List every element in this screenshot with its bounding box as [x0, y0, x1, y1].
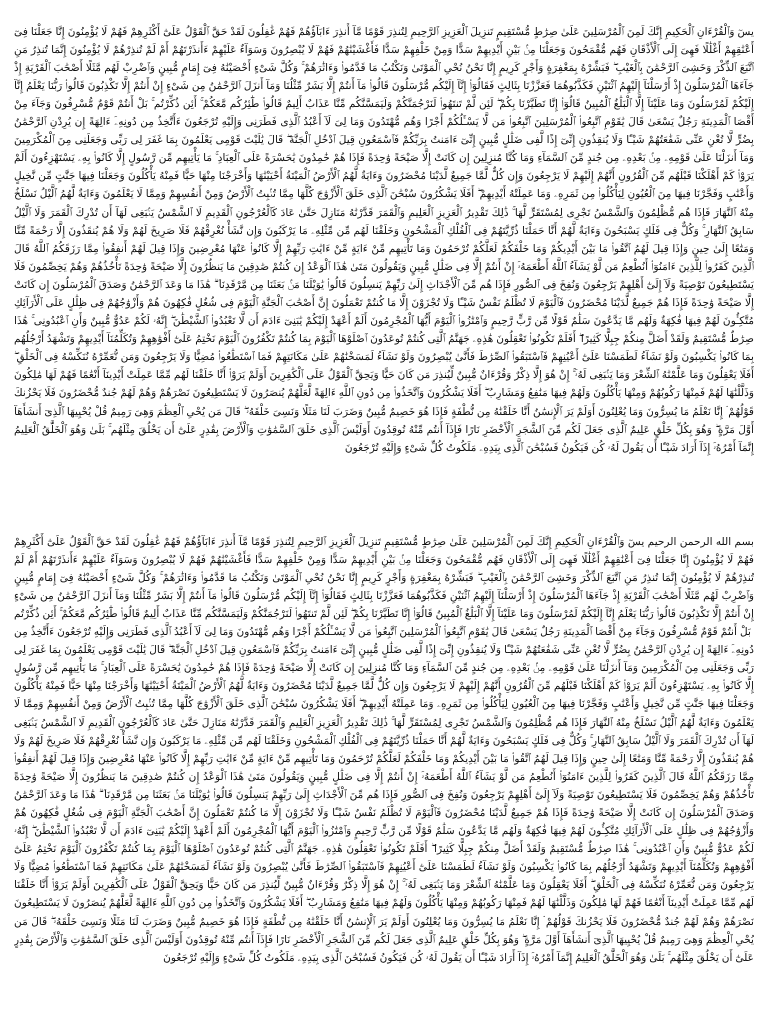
text-paragraph-1: يسٓ وَٱلْقُرْءَانِ ٱلْحَكِيمِ إِنَّكَ لَمِنَ ٱلْمُرْسَلِينَ عَلَىٰ صِرَٰطٍ مُّسْتَقِيمٍ تَنزِيلَ ٱلْعَزِيزِ ٱلرَّحِيمِ لِتُنذِرَ قَوْمًا مَّآ أُنذِرَ ءَابَآؤُهُمْ فَهُمْ غَٰفِلُونَ لَقَدْ حَقَّ ٱلْقَوْلُ عَلَىٰٓ أَكْثَرِهِمْ فَهُمْ لَا يُؤْمِنُونَ إِنَّا جَعَلْنَا فِىٓ أَعْنَٰقِهِمْ أَغْلَٰلًا فَهِىَ إِلَى ٱلْأَذْقَانِ فَهُم مُّقْمَحُونَ وَجَعَلْنَا مِنۢ بَيْنِ أَيْدِيهِمْ سَدًّا وَمِنْ خَلْفِهِمْ سَدًّا فَأَغْشَيْنَٰهُمْ فَهُمْ لَا يُبْصِرُونَ وَسَوَآءٌ عَلَيْهِمْ ءَأَنذَرْتَهُمْ أَمْ لَمْ تُنذِرْهُمْ لَا يُؤْمِنُونَ إِنَّمَا تُنذِرُ مَنِ ٱتَّبَعَ ٱلذِّكْرَ وَخَشِىَ ٱلرَّحْمَٰنَ بِٱلْغَيْبِ ۖ فَبَشِّرْهُ بِمَغْفِرَةٍ وَأَجْرٍ كَرِيمٍ إِنَّا نَحْنُ نُحْىِ ٱلْمَوْتَىٰ وَنَكْتُبُ مَا قَدَّمُوا۟ وَءَاثَٰرَهُمْ ۚ وَكُلَّ شَىْءٍ أَحْصَيْنَٰهُ فِىٓ إِمَامٍ مُّبِينٍ وَٱضْرِبْ لَهُم مَّثَلًا أَصْحَٰبَ ٱلْقَرْيَةِ إِذْ جَآءَهَا ٱلْمُرْسَلُونَ إِذْ أَرْسَلْنَآ إِلَيْهِمُ ٱثْنَيْنِ فَكَذَّبُوهُمَا فَعَزَّزْنَا بِثَالِثٍ فَقَالُوٓا۟ إِنَّآ إِلَيْكُم مُّرْسَلُونَ قَالُوا۟ مَآ أَنتُمْ إِلَّا بَشَرٌ مِّثْلُنَا وَمَآ أَنزَلَ ٱلرَّحْمَٰنُ مِن شَىْءٍ إِنْ أَنتُمْ إِلَّا تَكْذِبُونَ قَالُوا۟ رَبُّنَا يَعْلَمُ إِنَّآ إِلَيْكُمْ لَمُرْسَلُونَ وَمَا عَلَيْنَآ إِلَّا ٱلْبَلَٰغُ ٱلْمُبِينُ قَالُوٓا۟ إِنَّا تَطَيَّرْنَا بِكُمْ ۖ لَئِن لَّمْ تَنتَهُوا۟ لَنَرْجُمَنَّكُمْ وَلَيَمَسَّنَّكُم مِّنَّا عَذَابٌ أَلِيمٌ قَالُوا۟ طَٰٓئِرُكُم مَّعَكُمْ ۚ أَئِن ذُكِّرْتُم ۚ بَلْ أَنتُمْ قَوْمٌ مُّسْرِفُونَ وَجَآءَ مِنْ أَقْصَا ٱلْمَدِينَةِ رَجُلٌ يَسْعَىٰ قَالَ يَٰقَوْمِ ٱتَّبِعُوا۟ ٱلْمُرْسَلِينَ ٱتَّبِعُوا۟ مَن لَّا يَسْـَٔلُكُمْ أَجْرًا وَهُم مُّهْتَدُونَ وَمَا لِىَ لَآ أَعْبُدُ ٱلَّذِى فَطَرَنِى وَإِلَيْهِ تُرْجَعُونَ ءَأَتَّخِذُ مِن دُونِهِۦٓ ءَالِهَةً إِن يُرِدْنِ ٱلرَّحْمَٰنُ بِضُرٍّ لَّا تُغْنِ عَنِّى شَفَٰعَتُهُمْ شَيْـًٔا وَلَا يُنقِذُونِ إِنِّىٓ إِذًا لَّفِى ضَلَٰلٍ مُّبِينٍ إِنِّىٓ ءَامَنتُ بِرَبِّكُمْ فَٱسْمَعُونِ قِيلَ ٱدْخُلِ ٱلْجَنَّةَ ۖ قَالَ يَٰلَيْتَ قَوْمِى يَعْلَمُونَ بِمَا غَفَرَ لِى رَبِّى وَجَعَلَنِى مِنَ ٱلْمُكْرَمِينَ وَمَآ أَنزَلْنَا عَلَىٰ قَوْمِهِۦ مِنۢ بَعْدِهِۦ مِن جُندٍ مِّنَ ٱلسَّمَآءِ وَمَا كُنَّا مُنزِلِينَ إِن كَانَتْ إِلَّا صَيْحَةً وَٰحِدَةً فَإِذَا هُمْ خَٰمِدُونَ يَٰحَسْرَةً عَلَى ٱلْعِبَادِ ۚ مَا يَأْتِيهِم مِّن رَّسُولٍ إِلَّا كَانُوا۟ بِهِۦ يَسْتَهْزِءُونَ أَلَمْ يَرَوْا۟ كَمْ أَهْلَكْنَا قَبْلَهُم مِّنَ ٱلْقُرُونِ أَنَّهُمْ إِلَيْهِمْ لَا يَرْجِعُونَ وَإِن كُلٌّ لَّمَّا جَمِيعٌ لَّدَيْنَا مُحْضَرُونَ وَءَايَةٌ لَّهُمُ ٱلْأَرْضُ ٱلْمَيْتَةُ أَحْيَيْنَٰهَا وَأَخْرَجْنَا مِنْهَا حَبًّا فَمِنْهُ يَأْكُلُونَ وَجَعَلْنَا فِيهَا جَنَّٰتٍ مِّن نَّخِيلٍ وَأَعْنَٰبٍ وَفَجَّرْنَا فِيهَا مِنَ ٱلْعُيُونِ لِيَأْكُلُوا۟ مِن ثَمَرِهِۦ وَمَا عَمِلَتْهُ أَيْدِيهِمْ ۖ أَفَلَا يَشْكُرُونَ سُبْحَٰنَ ٱلَّذِى خَلَقَ ٱلْأَزْوَٰجَ كُلَّهَا مِمَّا تُنۢبِتُ ٱلْأَرْضُ وَمِنْ أَنفُسِهِمْ وَمِمَّا لَا يَعْلَمُونَ وَءَايَةٌ لَّهُمُ ٱلَّيْلُ نَسْلَخُ مِنْهُ ٱلنَّهَارَ فَإِذَا هُم مُّظْلِمُونَ وَٱلشَّمْسُ تَجْرِى لِمُسْتَقَرٍّ لَّهَا ۚ ذَٰلِكَ تَقْدِيرُ ٱلْعَزِيزِ ٱلْعَلِيمِ وَٱلْقَمَرَ قَدَّرْنَٰهُ مَنَازِلَ حَتَّىٰ عَادَ كَٱلْعُرْجُونِ ٱلْقَدِيمِ لَا ٱلشَّمْسُ يَنۢبَغِى لَهَآ أَن تُدْرِكَ ٱلْقَمَرَ وَلَا ٱلَّيْلُ سَابِقُ ٱلنَّهَارِ ۚ وَكُلٌّ فِى فَلَكٍ يَسْبَحُونَ وَءَايَةٌ لَّهُمْ أَنَّا حَمَلْنَا ذُرِّيَّتَهُمْ فِى ٱلْفُلْكِ ٱلْمَشْحُونِ وَخَلَقْنَا لَهُم مِّن مِّثْلِهِۦ مَا يَرْكَبُونَ وَإِن نَّشَأْ نُغْرِقْهُمْ فَلَا صَرِيخَ لَهُمْ وَلَا هُمْ يُنقَذُونَ إِلَّا رَحْمَةً مِّنَّا وَمَتَٰعًا إِلَىٰ حِينٍ وَإِذَا قِيلَ لَهُمُ ٱتَّقُوا۟ مَا بَيْنَ أَيْدِيكُمْ وَمَا خَلْفَكُمْ لَعَلَّكُمْ تُرْحَمُونَ وَمَا تَأْتِيهِم مِّنْ ءَايَةٍ مِّنْ ءَايَٰتِ رَبِّهِمْ إِلَّا كَانُوا۟ عَنْهَا مُعْرِضِينَ وَإِذَا قِيلَ لَهُمْ أَنفِقُوا۟ مِمَّا رَزَقَكُمُ ٱللَّهُ قَالَ ٱلَّذِينَ كَفَرُوا۟ لِلَّذِينَ ءَامَنُوٓا۟ أَنُطْعِمُ مَن لَّوْ يَشَآءُ ٱللَّهُ أَطْعَمَهُۥٓ إِنْ أَنتُمْ إِلَّا فِى ضَلَٰلٍ مُّبِينٍ وَيَقُولُونَ مَتَىٰ هَٰذَا ٱلْوَعْدُ إِن كُنتُمْ صَٰدِقِينَ مَا يَنظُرُونَ إِلَّا صَيْحَةً وَٰحِدَةً تَأْخُذُهُمْ وَهُمْ يَخِصِّمُونَ فَلَا يَسْتَطِيعُونَ تَوْصِيَةً وَلَآ إِلَىٰٓ أَهْلِهِمْ يَرْجِعُونَ وَنُفِخَ فِى ٱلصُّورِ فَإِذَا هُم مِّنَ ٱلْأَجْدَاثِ إِلَىٰ رَبِّهِمْ يَنسِلُونَ قَالُوا۟ يَٰوَيْلَنَا مَنۢ بَعَثَنَا مِن مَّرْقَدِنَا ۜ ۗ هَٰذَا مَا وَعَدَ ٱلرَّحْمَٰنُ وَصَدَقَ ٱلْمُرْسَلُونَ إِن كَانَتْ إِلَّا صَيْحَةً وَٰحِدَةً فَإِذَا هُمْ جَمِيعٌ لَّدَيْنَا مُحْضَرُونَ فَٱلْيَوْمَ لَا تُظْلَمُ نَفْسٌ شَيْـًٔا وَلَا تُجْزَوْنَ إِلَّا مَا كُنتُمْ تَعْمَلُونَ إِنَّ أَصْحَٰبَ ٱلْجَنَّةِ ٱلْيَوْمَ فِى شُغُلٍ فَٰكِهُونَ هُمْ وَأَزْوَٰجُهُمْ فِى ظِلَٰلٍ عَلَى ٱلْأَرَآئِكِ مُتَّكِـُٔونَ لَهُمْ فِيهَا فَٰكِهَةٌ وَلَهُم مَّا يَدَّعُونَ سَلَٰمٌ قَوْلًا مِّن رَّبٍّ رَّحِيمٍ وَٱمْتَٰزُوا۟ ٱلْيَوْمَ أَيُّهَا ٱلْمُجْرِمُونَ أَلَمْ أَعْهَدْ إِلَيْكُمْ يَٰبَنِىٓ ءَادَمَ أَن لَّا تَعْبُدُوا۟ ٱلشَّيْطَٰنَ ۖ إِنَّهُۥ لَكُمْ عَدُوٌّ مُّبِينٌ وَأَنِ ٱعْبُدُونِى ۚ هَٰذَا صِرَٰطٌ مُّسْتَقِيمٌ وَلَقَدْ أَضَلَّ مِنكُمْ جِبِلًّا كَثِيرًا ۖ أَفَلَمْ تَكُونُوا۟ تَعْقِلُونَ هَٰذِهِۦ جَهَنَّمُ ٱلَّتِى كُنتُمْ تُوعَدُونَ ٱصْلَوْهَا ٱلْيَوْمَ بِمَا كُنتُمْ تَكْفُرُونَ ٱلْيَوْمَ نَخْتِمُ عَلَىٰٓ أَفْوَٰهِهِمْ وَتُكَلِّمُنَآ أَيْدِيهِمْ وَتَشْهَدُ أَرْجُلُهُم بِمَا كَانُوا۟ يَكْسِبُونَ وَلَوْ نَشَآءُ لَطَمَسْنَا عَلَىٰٓ أَعْيُنِهِمْ فَٱسْتَبَقُوا۟ ٱلصِّرَٰطَ فَأَنَّىٰ يُبْصِرُونَ وَلَوْ نَشَآءُ لَمَسَخْنَٰهُمْ عَلَىٰ مَكَانَتِهِمْ فَمَا ٱسْتَطَٰعُوا۟ مُضِيًّا وَلَا يَرْجِعُونَ وَمَن نُّعَمِّرْهُ نُنَكِّسْهُ فِى ٱلْخَلْقِ ۖ أَفَلَا يَعْقِلُونَ وَمَا عَلَّمْنَٰهُ ٱلشِّعْرَ وَمَا يَنۢبَغِى لَهُۥٓ ۚ إِنْ هُوَ إِلَّا ذِكْرٌ وَقُرْءَانٌ مُّبِينٌ لِّيُنذِرَ مَن كَانَ حَيًّا وَيَحِقَّ ٱلْقَوْلُ عَلَى ٱلْكَٰفِرِينَ أَوَلَمْ يَرَوْا۟ أَنَّا خَلَقْنَا لَهُم مِّمَّا عَمِلَتْ أَيْدِينَآ أَنْعَٰمًا فَهُمْ لَهَا مَٰلِكُونَ وَذَلَّلْنَٰهَا لَهُمْ فَمِنْهَا رَكُوبُهُمْ وَمِنْهَا يَأْكُلُونَ وَلَهُمْ فِيهَا مَنَٰفِعُ وَمَشَارِبُ ۖ أَفَلَا يَشْكُرُونَ وَٱتَّخَذُوا۟ مِن دُونِ ٱللَّهِ ءَالِهَةً لَّعَلَّهُمْ يُنصَرُونَ لَا يَسْتَطِيعُونَ نَصْرَهُمْ وَهُمْ لَهُمْ جُندٌ مُّحْضَرُونَ فَلَا يَحْزُنكَ قَوْلُهُمْ ۘ إِنَّا نَعْلَمُ مَا يُسِرُّونَ وَمَا يُعْلِنُونَ أَوَلَمْ يَرَ ٱلْإِنسَٰنُ أَنَّا خَلَقْنَٰهُ مِن نُّطْفَةٍ فَإِذَا هُوَ خَصِيمٌ مُّبِينٌ وَضَرَبَ لَنَا مَثَلًا وَنَسِىَ خَلْقَهُۥ ۖ قَالَ مَن يُحْىِ ٱلْعِظَٰمَ وَهِىَ رَمِيمٌ قُلْ يُحْيِيهَا ٱلَّذِىٓ أَنشَأَهَآ أَوَّلَ مَرَّةٍ ۖ وَهُوَ بِكُلِّ خَلْقٍ عَلِيمٌ ٱلَّذِى جَعَلَ لَكُم مِّنَ ٱلشَّجَرِ ٱلْأَخْضَرِ نَارًا فَإِذَآ أَنتُم مِّنْهُ تُوقِدُونَ أَوَلَيْسَ ٱلَّذِى خَلَقَ ٱلسَّمَٰوَٰتِ وَٱلْأَرْضَ بِقَٰدِرٍ عَلَىٰٓ أَن يَخْلُقَ مِثْلَهُم ۚ بَلَىٰ وَهُوَ ٱلْخَلَّٰقُ ٱلْعَلِيمُ إِنَّمَآ أَمْرُهُۥٓ إِذَآ أَرَادَ شَيْـًٔا أَن يَقُولَ لَهُۥ كُن فَيَكُونُ فَسُبْحَٰنَ ٱلَّذِى بِيَدِهِۦ مَلَكُوتُ كُلِّ شَىْءٍ وَإِلَيْهِ تُرْجَعُونَ: [14, 25, 754, 454]
text-paragraph-2: بسم الله الرحمن الرحيم يسٓ وَٱلْقُرْءَانِ ٱلْحَكِيمِ إِنَّكَ لَمِنَ ٱلْمُرْسَلِينَ عَلَىٰ صِرَٰطٍ مُّسْتَقِيمٍ تَنزِيلَ ٱلْعَزِيزِ ٱلرَّحِيمِ لِتُنذِرَ قَوْمًا مَّآ أُنذِرَ ءَابَآؤُهُمْ فَهُمْ غَٰفِلُونَ لَقَدْ حَقَّ ٱلْقَوْلُ عَلَىٰٓ أَكْثَرِهِمْ فَهُمْ لَا يُؤْمِنُونَ إِنَّا جَعَلْنَا فِىٓ أَعْنَٰقِهِمْ أَغْلَٰلًا فَهِىَ إِلَى ٱلْأَذْقَانِ فَهُم مُّقْمَحُونَ وَجَعَلْنَا مِنۢ بَيْنِ أَيْدِيهِمْ سَدًّا وَمِنْ خَلْفِهِمْ سَدًّا فَأَغْشَيْنَٰهُمْ فَهُمْ لَا يُبْصِرُونَ وَسَوَآءٌ عَلَيْهِمْ ءَأَنذَرْتَهُمْ أَمْ لَمْ تُنذِرْهُمْ لَا يُؤْمِنُونَ إِنَّمَا تُنذِرُ مَنِ ٱتَّبَعَ ٱلذِّكْرَ وَخَشِىَ ٱلرَّحْمَٰنَ بِٱلْغَيْبِ ۖ فَبَشِّرْهُ بِمَغْفِرَةٍ وَأَجْرٍ كَرِيمٍ إِنَّا نَحْنُ نُحْىِ ٱلْمَوْتَىٰ وَنَكْتُبُ مَا قَدَّمُوا۟ وَءَاثَٰرَهُمْ ۚ وَكُلَّ شَىْءٍ أَحْصَيْنَٰهُ فِىٓ إِمَامٍ مُّبِينٍ وَٱضْرِبْ لَهُم مَّثَلًا أَصْحَٰبَ ٱلْقَرْيَةِ إِذْ جَآءَهَا ٱلْمُرْسَلُونَ إِذْ أَرْسَلْنَآ إِلَيْهِمُ ٱثْنَيْنِ فَكَذَّبُوهُمَا فَعَزَّزْنَا بِثَالِثٍ فَقَالُوٓا۟ إِنَّآ إِلَيْكُم مُّرْسَلُونَ قَالُوا۟ مَآ أَنتُمْ إِلَّا بَشَرٌ مِّثْلُنَا وَمَآ أَنزَلَ ٱلرَّحْمَٰنُ مِن شَىْءٍ إِنْ أَنتُمْ إِلَّا تَكْذِبُونَ قَالُوا۟ رَبُّنَا يَعْلَمُ إِنَّآ إِلَيْكُمْ لَمُرْسَلُونَ وَمَا عَلَيْنَآ إِلَّا ٱلْبَلَٰغُ ٱلْمُبِينُ قَالُوٓا۟ إِنَّا تَطَيَّرْنَا بِكُمْ ۖ لَئِن لَّمْ تَنتَهُوا۟ لَنَرْجُمَنَّكُمْ وَلَيَمَسَّنَّكُم مِّنَّا عَذَابٌ أَلِيمٌ قَالُوا۟ طَٰٓئِرُكُم مَّعَكُمْ ۚ أَئِن ذُكِّرْتُم ۚ بَلْ أَنتُمْ قَوْمٌ مُّسْرِفُونَ وَجَآءَ مِنْ أَقْصَا ٱلْمَدِينَةِ رَجُلٌ يَسْعَىٰ قَالَ يَٰقَوْمِ ٱتَّبِعُوا۟ ٱلْمُرْسَلِينَ ٱتَّبِعُوا۟ مَن لَّا يَسْـَٔلُكُمْ أَجْرًا وَهُم مُّهْتَدُونَ وَمَا لِىَ لَآ أَعْبُدُ ٱلَّذِى فَطَرَنِى وَإِلَيْهِ تُرْجَعُونَ ءَأَتَّخِذُ مِن دُونِهِۦٓ ءَالِهَةً إِن يُرِدْنِ ٱلرَّحْمَٰنُ بِضُرٍّ لَّا تُغْنِ عَنِّى شَفَٰعَتُهُمْ شَيْـًٔا وَلَا يُنقِذُونِ إِنِّىٓ إِذًا لَّفِى ضَلَٰلٍ مُّبِينٍ إِنِّىٓ ءَامَنتُ بِرَبِّكُمْ فَٱسْمَعُونِ قِيلَ ٱدْخُلِ ٱلْجَنَّةَ ۖ قَالَ يَٰلَيْتَ قَوْمِى يَعْلَمُونَ بِمَا غَفَرَ لِى رَبِّى وَجَعَلَنِى مِنَ ٱلْمُكْرَمِينَ وَمَآ أَنزَلْنَا عَلَىٰ قَوْمِهِۦ مِنۢ بَعْدِهِۦ مِن جُندٍ مِّنَ ٱلسَّمَآءِ وَمَا كُنَّا مُنزِلِينَ إِن كَانَتْ إِلَّا صَيْحَةً وَٰحِدَةً فَإِذَا هُمْ خَٰمِدُونَ يَٰحَسْرَةً عَلَى ٱلْعِبَادِ ۚ مَا يَأْتِيهِم مِّن رَّسُولٍ إِلَّا كَانُوا۟ بِهِۦ يَسْتَهْزِءُونَ أَلَمْ يَرَوْا۟ كَمْ أَهْلَكْنَا قَبْلَهُم مِّنَ ٱلْقُرُونِ أَنَّهُمْ إِلَيْهِمْ لَا يَرْجِعُونَ وَإِن كُلٌّ لَّمَّا جَمِيعٌ لَّدَيْنَا مُحْضَرُونَ وَءَايَةٌ لَّهُمُ ٱلْأَرْضُ ٱلْمَيْتَةُ أَحْيَيْنَٰهَا وَأَخْرَجْنَا مِنْهَا حَبًّا فَمِنْهُ يَأْكُلُونَ وَجَعَلْنَا فِيهَا جَنَّٰتٍ مِّن نَّخِيلٍ وَأَعْنَٰبٍ وَفَجَّرْنَا فِيهَا مِنَ ٱلْعُيُونِ لِيَأْكُلُوا۟ مِن ثَمَرِهِۦ وَمَا عَمِلَتْهُ أَيْدِيهِمْ ۖ أَفَلَا يَشْكُرُونَ سُبْحَٰنَ ٱلَّذِى خَلَقَ ٱلْأَزْوَٰجَ كُلَّهَا مِمَّا تُنۢبِتُ ٱلْأَرْضُ وَمِنْ أَنفُسِهِمْ وَمِمَّا لَا يَعْلَمُونَ وَءَايَةٌ لَّهُمُ ٱلَّيْلُ نَسْلَخُ مِنْهُ ٱلنَّهَارَ فَإِذَا هُم مُّظْلِمُونَ وَٱلشَّمْسُ تَجْرِى لِمُسْتَقَرٍّ لَّهَا ۚ ذَٰلِكَ تَقْدِيرُ ٱلْعَزِيزِ ٱلْعَلِيمِ وَٱلْقَمَرَ قَدَّرْنَٰهُ مَنَازِلَ حَتَّىٰ عَادَ كَٱلْعُرْجُونِ ٱلْقَدِيمِ لَا ٱلشَّمْسُ يَنۢبَغِى لَهَآ أَن تُدْرِكَ ٱلْقَمَرَ وَلَا ٱلَّيْلُ سَابِقُ ٱلنَّهَارِ ۚ وَكُلٌّ فِى فَلَكٍ يَسْبَحُونَ وَءَايَةٌ لَّهُمْ أَنَّا حَمَلْنَا ذُرِّيَّتَهُمْ فِى ٱلْفُلْكِ ٱلْمَشْحُونِ وَخَلَقْنَا لَهُم مِّن مِّثْلِهِۦ مَا يَرْكَبُونَ وَإِن نَّشَأْ نُغْرِقْهُمْ فَلَا صَرِيخَ لَهُمْ وَلَا هُمْ يُنقَذُونَ إِلَّا رَحْمَةً مِّنَّا وَمَتَٰعًا إِلَىٰ حِينٍ وَإِذَا قِيلَ لَهُمُ ٱتَّقُوا۟ مَا بَيْنَ أَيْدِيكُمْ وَمَا خَلْفَكُمْ لَعَلَّكُمْ تُرْحَمُونَ وَمَا تَأْتِيهِم مِّنْ ءَايَةٍ مِّنْ ءَايَٰتِ رَبِّهِمْ إِلَّا كَانُوا۟ عَنْهَا مُعْرِضِينَ وَإِذَا قِيلَ لَهُمْ أَنفِقُوا۟ مِمَّا رَزَقَكُمُ ٱللَّهُ قَالَ ٱلَّذِينَ كَفَرُوا۟ لِلَّذِينَ ءَامَنُوٓا۟ أَنُطْعِمُ مَن لَّوْ يَشَآءُ ٱللَّهُ أَطْعَمَهُۥٓ إِنْ أَنتُمْ إِلَّا فِى ضَلَٰلٍ مُّبِينٍ وَيَقُولُونَ مَتَىٰ هَٰذَا ٱلْوَعْدُ إِن كُنتُمْ صَٰدِقِينَ مَا يَنظُرُونَ إِلَّا صَيْحَةً وَٰحِدَةً تَأْخُذُهُمْ وَهُمْ يَخِصِّمُونَ فَلَا يَسْتَطِيعُونَ تَوْصِيَةً وَلَآ إِلَىٰٓ أَهْلِهِمْ يَرْجِعُونَ وَنُفِخَ فِى ٱلصُّورِ فَإِذَا هُم مِّنَ ٱلْأَجْدَاثِ إِلَىٰ رَبِّهِمْ يَنسِلُونَ قَالُوا۟ يَٰوَيْلَنَا مَنۢ بَعَثَنَا مِن مَّرْقَدِنَا ۜ ۗ هَٰذَا مَا وَعَدَ ٱلرَّحْمَٰنُ وَصَدَقَ ٱلْمُرْسَلُونَ إِن كَانَتْ إِلَّا صَيْحَةً وَٰحِدَةً فَإِذَا هُمْ جَمِيعٌ لَّدَيْنَا مُحْضَرُونَ فَٱلْيَوْمَ لَا تُظْلَمُ نَفْسٌ شَيْـًٔا وَلَا تُجْزَوْنَ إِلَّا مَا كُنتُمْ تَعْمَلُونَ إِنَّ أَصْحَٰبَ ٱلْجَنَّةِ ٱلْيَوْمَ فِى شُغُلٍ فَٰكِهُونَ هُمْ وَأَزْوَٰجُهُمْ فِى ظِلَٰلٍ عَلَى ٱلْأَرَآئِكِ مُتَّكِـُٔونَ لَهُمْ فِيهَا فَٰكِهَةٌ وَلَهُم مَّا يَدَّعُونَ سَلَٰمٌ قَوْلًا مِّن رَّبٍّ رَّحِيمٍ وَٱمْتَٰزُوا۟ ٱلْيَوْمَ أَيُّهَا ٱلْمُجْرِمُونَ أَلَمْ أَعْهَدْ إِلَيْكُمْ يَٰبَنِىٓ ءَادَمَ أَن لَّا تَعْبُدُوا۟ ٱلشَّيْطَٰنَ ۖ إِنَّهُۥ لَكُمْ عَدُوٌّ مُّبِينٌ وَأَنِ ٱعْبُدُونِى ۚ هَٰذَا صِرَٰطٌ مُّسْتَقِيمٌ وَلَقَدْ أَضَلَّ مِنكُمْ جِبِلًّا كَثِيرًا ۖ أَفَلَمْ تَكُونُوا۟ تَعْقِلُونَ هَٰذِهِۦ جَهَنَّمُ ٱلَّتِى كُنتُمْ تُوعَدُونَ ٱصْلَوْهَا ٱلْيَوْمَ بِمَا كُنتُمْ تَكْفُرُونَ ٱلْيَوْمَ نَخْتِمُ عَلَىٰٓ أَفْوَٰهِهِمْ وَتُكَلِّمُنَآ أَيْدِيهِمْ وَتَشْهَدُ أَرْجُلُهُم بِمَا كَانُوا۟ يَكْسِبُونَ وَلَوْ نَشَآءُ لَطَمَسْنَا عَلَىٰٓ أَعْيُنِهِمْ فَٱسْتَبَقُوا۟ ٱلصِّرَٰطَ فَأَنَّىٰ يُبْصِرُونَ وَلَوْ نَشَآءُ لَمَسَخْنَٰهُمْ عَلَىٰ مَكَانَتِهِمْ فَمَا ٱسْتَطَٰعُوا۟ مُضِيًّا وَلَا يَرْجِعُونَ وَمَن نُّعَمِّرْهُ نُنَكِّسْهُ فِى ٱلْخَلْقِ ۖ أَفَلَا يَعْقِلُونَ وَمَا عَلَّمْنَٰهُ ٱلشِّعْرَ وَمَا يَنۢبَغِى لَهُۥٓ ۚ إِنْ هُوَ إِلَّا ذِكْرٌ وَقُرْءَانٌ مُّبِينٌ لِّيُنذِرَ مَن كَانَ حَيًّا وَيَحِقَّ ٱلْقَوْلُ عَلَى ٱلْكَٰفِرِينَ أَوَلَمْ يَرَوْا۟ أَنَّا خَلَقْنَا لَهُم مِّمَّا عَمِلَتْ أَيْدِينَآ أَنْعَٰمًا فَهُمْ لَهَا مَٰلِكُونَ وَذَلَّلْنَٰهَا لَهُمْ فَمِنْهَا رَكُوبُهُمْ وَمِنْهَا يَأْكُلُونَ وَلَهُمْ فِيهَا مَنَٰفِعُ وَمَشَارِبُ ۖ أَفَلَا يَشْكُرُونَ وَٱتَّخَذُوا۟ مِن دُونِ ٱللَّهِ ءَالِهَةً لَّعَلَّهُمْ يُنصَرُونَ لَا يَسْتَطِيعُونَ نَصْرَهُمْ وَهُمْ لَهُمْ جُندٌ مُّحْضَرُونَ فَلَا يَحْزُنكَ قَوْلُهُمْ ۘ إِنَّا نَعْلَمُ مَا يُسِرُّونَ وَمَا يُعْلِنُونَ أَوَلَمْ يَرَ ٱلْإِنسَٰنُ أَنَّا خَلَقْنَٰهُ مِن نُّطْفَةٍ فَإِذَا هُوَ خَصِيمٌ مُّبِينٌ وَضَرَبَ لَنَا مَثَلًا وَنَسِىَ خَلْقَهُۥ ۖ قَالَ مَن يُحْىِ ٱلْعِظَٰمَ وَهِىَ رَمِيمٌ قُلْ يُحْيِيهَا ٱلَّذِىٓ أَنشَأَهَآ أَوَّلَ مَرَّةٍ ۖ وَهُوَ بِكُلِّ خَلْقٍ عَلِيمٌ ٱلَّذِى جَعَلَ لَكُم مِّنَ ٱلشَّجَرِ ٱلْأَخْضَرِ نَارًا فَإِذَآ أَنتُم مِّنْهُ تُوقِدُونَ أَوَلَيْسَ ٱلَّذِى خَلَقَ ٱلسَّمَٰوَٰتِ وَٱلْأَرْضَ بِقَٰدِرٍ عَلَىٰٓ أَن يَخْلُقَ مِثْلَهُم ۚ بَلَىٰ وَهُوَ ٱلْخَلَّٰقُ ٱلْعَلِيمُ إِنَّمَآ أَمْرُهُۥٓ إِذَآ أَرَادَ شَيْـًٔا أَن يَقُولَ لَهُۥ كُن فَيَكُونُ فَسُبْحَٰنَ ٱلَّذِى بِيَدِهِۦ مَلَكُوتُ كُلِّ شَىْءٍ وَإِلَيْهِ تُرْجَعُونَ: [14, 535, 754, 964]
